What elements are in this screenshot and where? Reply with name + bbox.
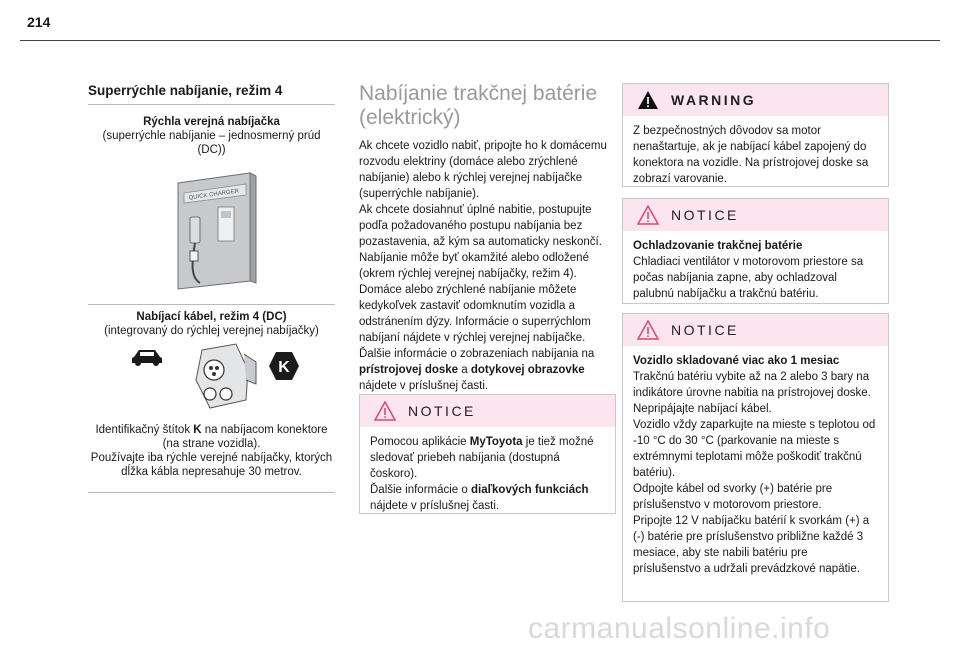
- warning-label: WARNING: [671, 92, 757, 108]
- notice-label: NOTICE: [408, 403, 476, 419]
- body-bold: prístrojovej doske: [359, 364, 459, 376]
- section-title: Superrýchle nabíjanie, režim 4: [88, 83, 283, 98]
- notice-text: [370, 482, 605, 514]
- quick-charger-illustration: [170, 169, 258, 293]
- notice-title: [633, 353, 878, 369]
- body-text: a: [458, 364, 471, 376]
- charging-cable-text: (integrovaný do rýchlej verejnej nabíjačky): [104, 325, 319, 337]
- quick-charger-caption: [88, 115, 335, 157]
- car-icon: [130, 345, 164, 367]
- notice-text: Vozidlo vždy zaparkujte na mieste s teplotou od -10 °C do 30 °C (parkovanie na mieste s extrémnymi teplotami môže poškodiť trakčnú batériu).: [633, 419, 876, 479]
- watermark: carmanualsonline.info: [528, 612, 831, 645]
- body-paragraph: [359, 346, 617, 394]
- k-label-letter: K: [278, 359, 290, 376]
- quick-charger-label: QUICK CHARGER: [188, 188, 240, 202]
- notice-header: [360, 395, 615, 427]
- notice-text: Nepripájajte nabíjací kábel.: [633, 403, 772, 415]
- notice-box-mytoyota: [359, 394, 616, 514]
- body-bold: dotykovej obrazovke: [470, 364, 585, 376]
- notice-header: [623, 314, 888, 346]
- body-paragraph: Nabíjanie môže byť okamžité alebo odložené (okrem rýchlej verejnej nabíjačky, režim 4).: [359, 252, 589, 280]
- caution-triangle-icon: [637, 320, 659, 340]
- text: nájdete v príslušnej časti.: [370, 500, 500, 512]
- notice-box-storage: [622, 313, 889, 602]
- warning-body: [623, 116, 888, 195]
- dc-connector-illustration: [188, 340, 258, 416]
- text: je tiež možné sledovať priebeh nabíjania (dostupná čoskoro).: [370, 436, 594, 480]
- text-bold: Ochladzovanie trakčnej batérie: [633, 240, 803, 252]
- cable-length-note: Používajte iba rýchle verejné nabíjačky, ktorých dĺžka kábla nepresahuje 30 metrov.: [90, 452, 333, 478]
- notice-text: Trakčnú batériu vybite až na 2 alebo 3 bary na indikátore úrovne nabitia na prístrojovej doske.: [633, 371, 871, 399]
- charging-cable-heading: Nabíjací kábel, režim 4 (DC): [136, 311, 287, 323]
- notice-text: Odpojte kábel od svorky (+) batérie pre príslušenstvo v motorovom priestore.: [633, 483, 833, 511]
- text: Ďalšie informácie o: [370, 484, 471, 496]
- id-text-k: K: [193, 424, 202, 436]
- notice-body: [623, 231, 888, 310]
- text: Pomocou aplikácie: [370, 436, 470, 448]
- text-bold: Vozidlo skladované viac ako 1 mesiac: [633, 355, 840, 367]
- quick-charger-text: (superrýchle nabíjanie – jednosmerný prúd (DC)): [102, 130, 321, 156]
- text-bold: diaľkových funkciách: [470, 484, 589, 496]
- warning-header: [623, 84, 888, 116]
- notice-text: Chladiaci ventilátor v motorovom priestore sa počas nabíjania zapne, aby ochladzoval palubnú nabíjačku a trakčnú batériu.: [633, 256, 864, 300]
- body-paragraph: Domáce alebo zrýchlené nabíjanie môžete kedykoľvek zastaviť odomknutím vozidla a odstránením dýzy. Informácie o superrýchlom nabíjaní nájdete v rýchlej verejnej nabíjačke.: [359, 284, 591, 344]
- warning-triangle-icon: [637, 90, 659, 110]
- notice-text: [370, 434, 605, 482]
- panel-divider: [88, 304, 335, 305]
- notice-title: [633, 238, 878, 254]
- page-number: 214: [27, 14, 51, 30]
- text-bold: MyToyota: [469, 436, 523, 448]
- notice-header: [623, 199, 888, 231]
- warning-box: [622, 83, 889, 187]
- notice-body: [623, 346, 888, 585]
- body-text: Ďalšie informácie o zobrazeniach nabíjania na: [359, 348, 595, 360]
- identification-label-caption: [88, 423, 335, 479]
- caution-triangle-icon: [374, 401, 396, 421]
- k-label-badge: [268, 351, 300, 381]
- body-paragraph: Ak chcete dosiahnuť úplné nabitie, postupujte podľa požadovaného postupu nabíjania bez pozastavenia, až kým sa automaticky neskončí.: [359, 204, 602, 248]
- header-rule: [20, 40, 940, 41]
- notice-label: NOTICE: [671, 207, 739, 223]
- quick-charger-heading: Rýchla verejná nabíjačka: [143, 116, 280, 128]
- main-body: [359, 138, 617, 394]
- id-text-b: na nabíjacom konektore (na strane vozidla).: [162, 424, 328, 450]
- main-heading: Nabíjanie trakčnej batérie (elektrický): [359, 82, 598, 129]
- id-text-a: Identifikačný štítok: [95, 424, 194, 436]
- notice-label: NOTICE: [671, 322, 739, 338]
- body-paragraph: Ak chcete vozidlo nabiť, pripojte ho k domácemu rozvodu elektriny (domáce alebo zrýchlené nabíjanie) alebo k rýchlej verejnej nabíjačke (superrýchle nabíjanie).: [359, 140, 607, 200]
- charging-cable-caption: [88, 310, 335, 338]
- body-text: nájdete v príslušnej časti.: [359, 380, 489, 392]
- notice-body: [360, 427, 615, 522]
- charging-equipment-panel: [88, 104, 335, 493]
- notice-text: Pripojte 12 V nabíjačku batérií k svorkám (+) a (-) batérie pre príslušenstvo približne každé 3 mesiace, aby ste nabili batériu pre príslušenstvo a udržali prevádzkové napätie.: [633, 515, 870, 575]
- notice-box-cooling: [622, 198, 889, 304]
- warning-text: Z bezpečnostných dôvodov sa motor nenaštartuje, ak je nabíjací kábel zapojený do konektora na vozidle. Na prístrojovej doske sa zobrazí varovanie.: [633, 125, 869, 185]
- caution-triangle-icon: [637, 205, 659, 225]
